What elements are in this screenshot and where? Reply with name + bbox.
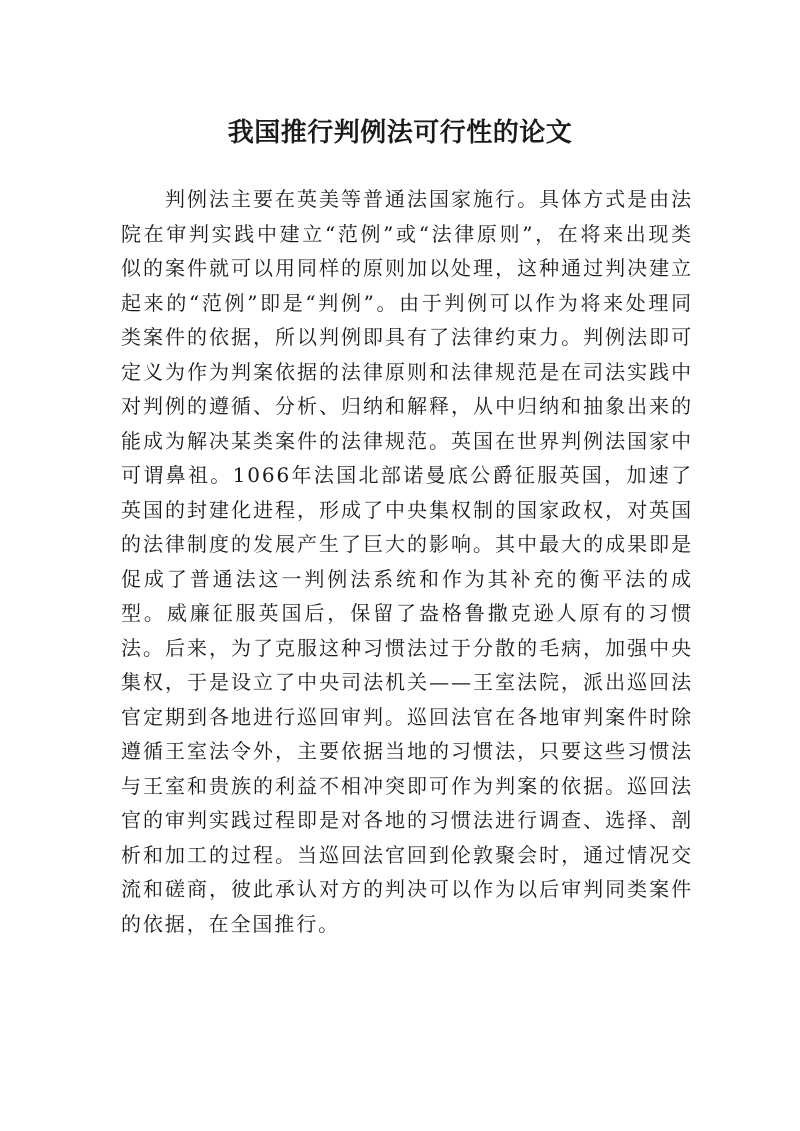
body-paragraph: 判例法主要在英美等普通法国家施行。具体方式是由法院在审判实践中建立“范例”或“法律原则”，在将来出现类似的案件就可以用同样的原则加以处理，这种通过判决建立起来的“范例”即是“判例”。由于判例可以作为将来处理同类案件的依据，所以判例即具有了法律约束力。判例法即可定义为作为判案依据的法律原则和法律规范是在司法实践中对判例的遵循、分析、归纳和解释，从中归纳和抽象出来的能成为解决某类案件的法律规范。英国在世界判例法国家中可谓鼻祖。1066年法国北部诺曼底公爵征服英国，加速了英国的封建化进程，形成了中央集权制的国家政权，对英国的法律制度的发展产生了巨大的影响。其中最大的成果即是促成了普通法这一判例法系统和作为其补充的衡平法的成型。威廉征服英国后，保留了盎格鲁撒克逊人原有的习惯法。后来，为了克服这种习惯法过于分散的毛病，加强中央集权，于是设立了中央司法机关——王室法院，派出巡回法官定期到各地进行巡回审判。巡回法官在各地审判案件时除遵循王室法令外，主要依据当地的习惯法，只要这些习惯法与王室和贵族的利益不相冲突即可作为判案的依据。巡回法官的审判实践过程即是对各地的习惯法进行调查、选择、剖析和加工的过程。当巡回法官回到伦敦聚会时，通过情况交流和磋商，彼此承认对方的判决可以作为以后审判同类案件的依据，在全国推行。 bbox=[121, 187, 693, 936]
document-title: 我国推行判例法可行性的论文 bbox=[227, 118, 573, 149]
